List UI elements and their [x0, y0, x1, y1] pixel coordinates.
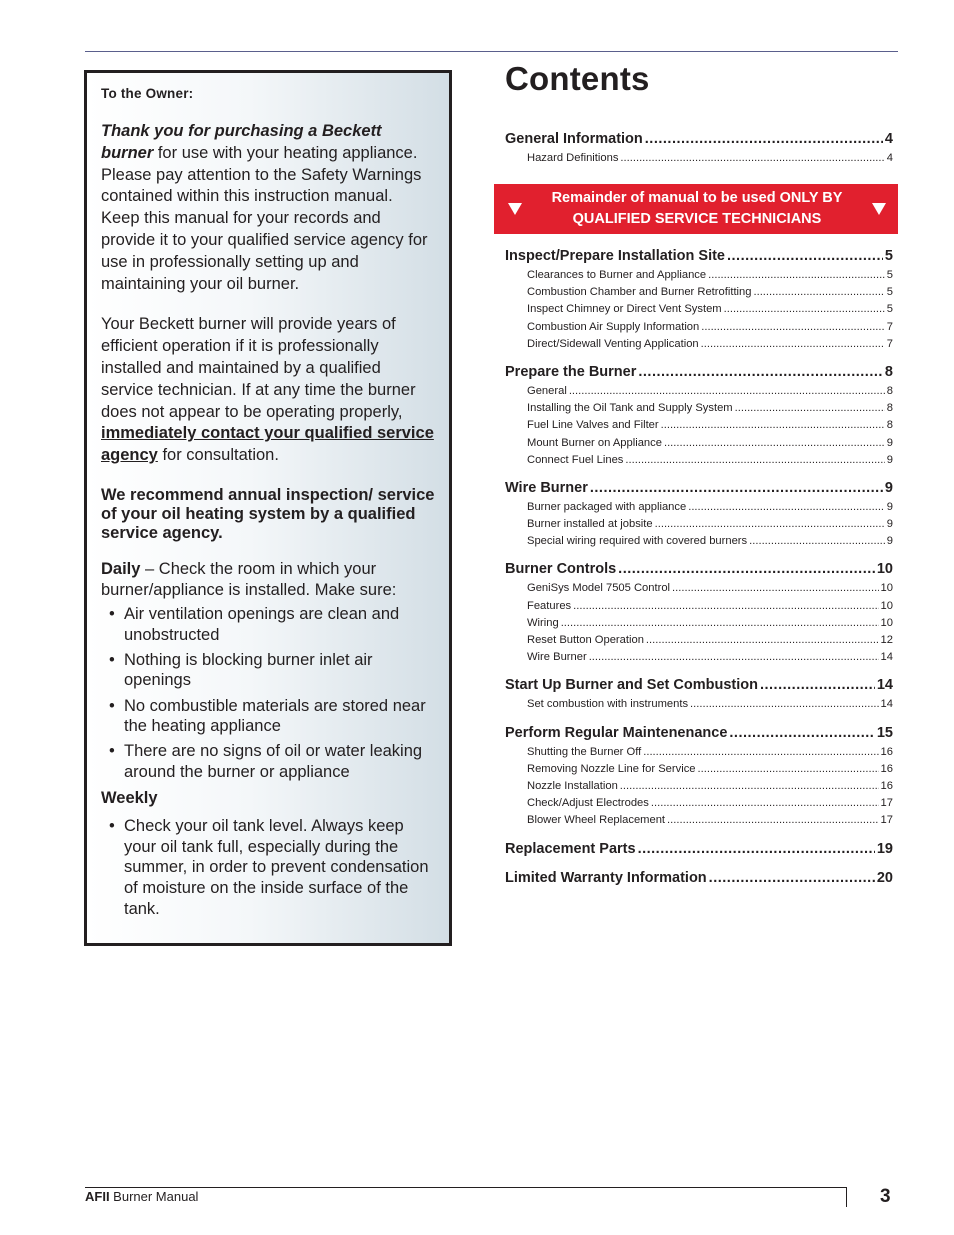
toc-subentry-page: 16 — [880, 762, 893, 775]
toc-subentry[interactable] — [505, 518, 893, 535]
toc-entry-page: 14 — [876, 677, 893, 694]
toc-entry-page: 8 — [884, 363, 893, 380]
leader-dots — [661, 419, 885, 431]
toc-subentry-page: 7 — [886, 337, 893, 350]
leader-dots — [651, 797, 879, 809]
toc-subentry-title: Set combustion with instruments — [527, 698, 689, 711]
toc-entry-page: 5 — [884, 248, 893, 264]
toc-section — [505, 561, 893, 668]
leader-dots — [749, 535, 885, 547]
bullet-icon: • — [109, 604, 115, 623]
toc-subentry[interactable] — [505, 419, 893, 436]
bullet-icon: • — [109, 650, 115, 669]
toc-entry[interactable] — [505, 480, 893, 500]
leader-dots — [701, 321, 885, 333]
toc-subentry[interactable] — [505, 303, 893, 320]
toc-subentry-title: Wire Burner — [527, 651, 587, 664]
owner-service-end: for consultation. — [157, 446, 279, 465]
toc-subentry-title: Combustion Air Supply Information — [527, 320, 700, 333]
toc-subentry-page: 10 — [880, 616, 893, 629]
footer-manual-label: Burner Manual — [109, 1189, 199, 1204]
leader-dots — [590, 480, 883, 496]
owner-thanks-text: Thank you for purchasing a Beckett burner — [101, 122, 382, 162]
leader-dots — [569, 385, 885, 397]
toc-subentry[interactable] — [505, 600, 893, 617]
leader-dots — [620, 152, 884, 164]
leader-dots — [620, 780, 879, 792]
toc-subentry-page: 8 — [886, 419, 893, 432]
toc-subentry-title: Connect Fuel Lines — [527, 453, 624, 466]
toc-subentry[interactable] — [505, 338, 893, 355]
bullet-icon: • — [109, 742, 115, 761]
toc-subentry-title: General — [527, 384, 567, 397]
banner-line-1: Remainder of manual to be used ONLY BY — [551, 190, 843, 206]
toc-section — [505, 677, 893, 715]
toc-entry-page: 15 — [876, 724, 893, 741]
toc-main-sections — [505, 248, 893, 899]
toc-subentry-title: Clearances to Burner and Appliance — [527, 269, 707, 281]
owner-service-start: Your Beckett burner will provide years of efficient operation if it is professionally installed and maintained by a qualified service technician. If at any time the burner does not appear to be operating properly, — [101, 315, 416, 421]
toc-subentry[interactable] — [505, 634, 893, 651]
toc-subentry-page: 4 — [886, 152, 893, 164]
toc-subentry-title: GeniSys Model 7505 Control — [527, 582, 671, 595]
toc-subentry[interactable] — [505, 763, 893, 780]
toc-subentry[interactable] — [505, 385, 893, 402]
toc-entry-title: Replacement Parts — [505, 840, 636, 857]
toc-subentry-page: 8 — [886, 402, 893, 415]
checklist-item-text: Air ventilation openings are clean and unobstructed — [124, 604, 400, 644]
toc-subentry-title: Combustion Chamber and Burner Retrofitting — [527, 286, 752, 299]
toc-entry[interactable] — [505, 364, 893, 384]
toc-subentry-title: Nozzle Installation — [527, 779, 618, 792]
page-number: 3 — [880, 1186, 891, 1207]
leader-dots — [573, 600, 878, 612]
weekly-checklist — [101, 816, 435, 919]
footer-model: AFII — [85, 1189, 110, 1204]
toc-subentry-title: Direct/Sidewall Venting Application — [527, 337, 699, 350]
toc-entry[interactable] — [505, 841, 893, 861]
toc-subentry-page: 14 — [880, 698, 893, 711]
daily-intro — [101, 559, 435, 601]
toc-entry[interactable] — [505, 677, 893, 697]
toc-subentry-page: 14 — [880, 651, 893, 664]
leader-dots — [561, 617, 879, 629]
leader-dots — [589, 651, 879, 663]
toc-subentry-page: 9 — [886, 453, 893, 466]
leader-dots — [625, 454, 884, 466]
toc-entry[interactable] — [505, 131, 893, 151]
toc-subentry-title: Hazard Definitions — [527, 152, 619, 164]
banner-text — [552, 188, 843, 230]
toc-general-section — [505, 131, 893, 178]
checklist-item-text: There are no signs of oil or water leaking around the burner or appliance — [124, 742, 423, 781]
toc-subentry-title: Check/Adjust Electrodes — [527, 797, 649, 810]
leader-dots — [672, 582, 879, 594]
toc-subentry-page: 10 — [880, 582, 893, 595]
toc-subentry[interactable] — [505, 286, 893, 303]
qualified-technicians-banner — [494, 184, 898, 234]
toc-subentry[interactable] — [505, 402, 893, 419]
toc-subentry-title: Shutting the Burner Off — [527, 745, 642, 758]
leader-dots — [701, 338, 885, 350]
toc-subentry[interactable] — [505, 437, 893, 454]
checklist-item — [101, 741, 435, 782]
toc-section — [505, 841, 893, 861]
toc-entry-page: 9 — [884, 479, 893, 496]
leader-dots — [753, 286, 884, 298]
toc-entry[interactable] — [505, 561, 893, 581]
leader-dots — [646, 634, 879, 646]
footer-label — [85, 1189, 198, 1204]
bullet-icon: • — [109, 817, 115, 836]
toc-subentry-title: Features — [527, 599, 572, 612]
toc-section — [505, 870, 893, 890]
toc-entry[interactable] — [505, 248, 893, 268]
checklist-item-text: Check your oil tank level. Always keep your oil tank full, especially during the summer, in order to prevent condensation of moisture on the inside surface of the tank. — [124, 817, 429, 918]
toc-subentry-page: 9 — [886, 500, 893, 513]
toc-subentry[interactable] — [505, 797, 893, 814]
toc-section — [505, 364, 893, 471]
toc-entry-page: 4 — [884, 131, 893, 147]
toc-subentry-title: Installing the Oil Tank and Supply System — [527, 402, 733, 415]
leader-dots — [709, 870, 875, 886]
leader-dots — [698, 763, 879, 775]
leader-dots — [729, 725, 874, 741]
toc-entry-title: Burner Controls — [505, 561, 617, 578]
daily-checklist — [101, 604, 435, 783]
checklist-item — [101, 696, 435, 737]
toc-subentry[interactable] — [505, 321, 893, 338]
toc-subentry-title: Burner installed at jobsite — [527, 518, 653, 531]
checklist-item — [101, 816, 435, 919]
owner-intro-rest: for use with your heating appliance. Please pay attention to the Safety Warnings contained within this instruction manual. Keep this manual for your records and provide it to your qualified service agency for use in professionally setting up and maintaining your oil burner. — [101, 143, 428, 293]
top-rule — [85, 51, 898, 52]
contents-title: Contents — [505, 60, 650, 97]
toc-section — [505, 725, 893, 832]
toc-subentry-page: 17 — [880, 797, 893, 810]
owner-contact-emphasis: immediately contact your qualified service agency — [101, 424, 434, 465]
toc-entry-title: Inspect/Prepare Installation Site — [505, 248, 725, 264]
toc-subentry-title: Special wiring required with covered burners — [527, 535, 748, 548]
leader-dots — [643, 746, 878, 758]
leader-dots — [708, 269, 885, 281]
toc-subentry-title: Inspect Chimney or Direct Vent System — [527, 303, 722, 316]
toc-entry-page: 20 — [876, 869, 893, 886]
leader-dots — [638, 364, 883, 380]
daily-text: – Check the room in which your burner/appliance is installed. Make sure: — [101, 559, 397, 599]
footer-rule — [85, 1187, 847, 1188]
daily-label: Daily — [101, 559, 141, 578]
leader-dots — [724, 303, 885, 315]
toc-subentry[interactable] — [505, 535, 893, 552]
toc-subentry-title: Burner packaged with appliance — [527, 500, 687, 513]
toc-subentry[interactable] — [505, 269, 893, 286]
toc-subentry-title: Blower Wheel Replacement — [527, 814, 666, 827]
toc-subentry-page: 12 — [880, 634, 893, 646]
toc-subentry-page: 9 — [886, 535, 893, 548]
toc-subentry-page: 5 — [886, 286, 893, 299]
toc-subentry[interactable] — [505, 617, 893, 634]
toc-subentry-page: 16 — [880, 745, 893, 758]
toc-subentry-page: 5 — [886, 269, 893, 281]
toc-subentry[interactable] — [505, 501, 893, 518]
toc-subentry-page: 9 — [886, 436, 893, 449]
toc-subentry-page: 16 — [880, 779, 893, 792]
toc-subentry[interactable] — [505, 746, 893, 763]
leader-dots — [760, 677, 875, 693]
toc-entry-title: Limited Warranty Information — [505, 869, 707, 886]
leader-dots — [727, 248, 883, 264]
toc-entry[interactable] — [505, 725, 893, 745]
toc-subentry[interactable] — [505, 152, 893, 169]
toc-entry-page: 10 — [876, 561, 893, 578]
checklist-item — [101, 650, 435, 691]
owner-intro-paragraph — [101, 121, 435, 295]
toc-subentry[interactable] — [505, 698, 893, 715]
toc-subentry-page: 8 — [886, 384, 893, 397]
leader-dots — [664, 437, 885, 449]
toc-section — [505, 480, 893, 553]
toc-subentry-title: Reset Button Operation — [527, 634, 644, 646]
leader-dots — [688, 501, 885, 513]
toc-subentry[interactable] — [505, 780, 893, 797]
banner-line-2: QUALIFIED SERVICE TECHNICIANS — [572, 211, 822, 227]
leader-dots — [645, 131, 883, 147]
leader-dots — [655, 518, 885, 530]
toc-subentry-page: 9 — [886, 518, 893, 531]
checklist-item — [101, 604, 435, 645]
toc-subentry-page: 10 — [880, 599, 893, 612]
checklist-item-text: No combustible materials are stored near the heating appliance — [124, 696, 426, 736]
checklist-item-text: Nothing is blocking burner inlet air openings — [124, 650, 373, 690]
toc-section — [505, 131, 893, 169]
toc-subentry-page: 5 — [886, 303, 893, 316]
bullet-icon: • — [109, 696, 115, 715]
toc-entry-title: Wire Burner — [505, 479, 588, 496]
weekly-label: Weekly — [101, 789, 158, 808]
toc-subentry[interactable] — [505, 814, 893, 831]
leader-dots — [618, 561, 875, 577]
toc-subentry-page: 17 — [880, 814, 893, 827]
footer-divider — [846, 1187, 847, 1207]
toc-entry-title: Prepare the Burner — [505, 363, 637, 380]
toc-section — [505, 248, 893, 355]
toc-subentry-title: Mount Burner on Appliance — [527, 436, 662, 449]
toc-entry-title: General Information — [505, 131, 643, 147]
toc-entry-page: 19 — [876, 840, 893, 857]
down-triangle-icon — [508, 203, 522, 215]
toc-entry-title: Perform Regular Maintenenance — [505, 724, 728, 741]
leader-dots — [735, 402, 885, 414]
toc-subentry[interactable] — [505, 582, 893, 599]
owner-heading: To the Owner: — [101, 86, 194, 101]
toc-entry-title: Start Up Burner and Set Combustion — [505, 677, 758, 694]
owner-recommendation: We recommend annual inspection/ service of your oil heating system by a qualified service agency. — [101, 485, 435, 542]
toc-subentry[interactable] — [505, 651, 893, 668]
toc-subentry-title: Removing Nozzle Line for Service — [527, 762, 696, 775]
down-triangle-icon — [872, 203, 886, 215]
leader-dots — [690, 698, 879, 710]
owner-service-paragraph — [101, 314, 435, 467]
toc-subentry-page: 7 — [886, 320, 893, 333]
toc-subentry-title: Wiring — [527, 616, 559, 629]
toc-subentry-title: Fuel Line Valves and Filter — [527, 419, 659, 432]
owner-notice-box — [84, 70, 452, 946]
toc-entry[interactable] — [505, 870, 893, 890]
leader-dots — [638, 841, 875, 857]
toc-subentry[interactable] — [505, 454, 893, 471]
leader-dots — [667, 814, 879, 826]
